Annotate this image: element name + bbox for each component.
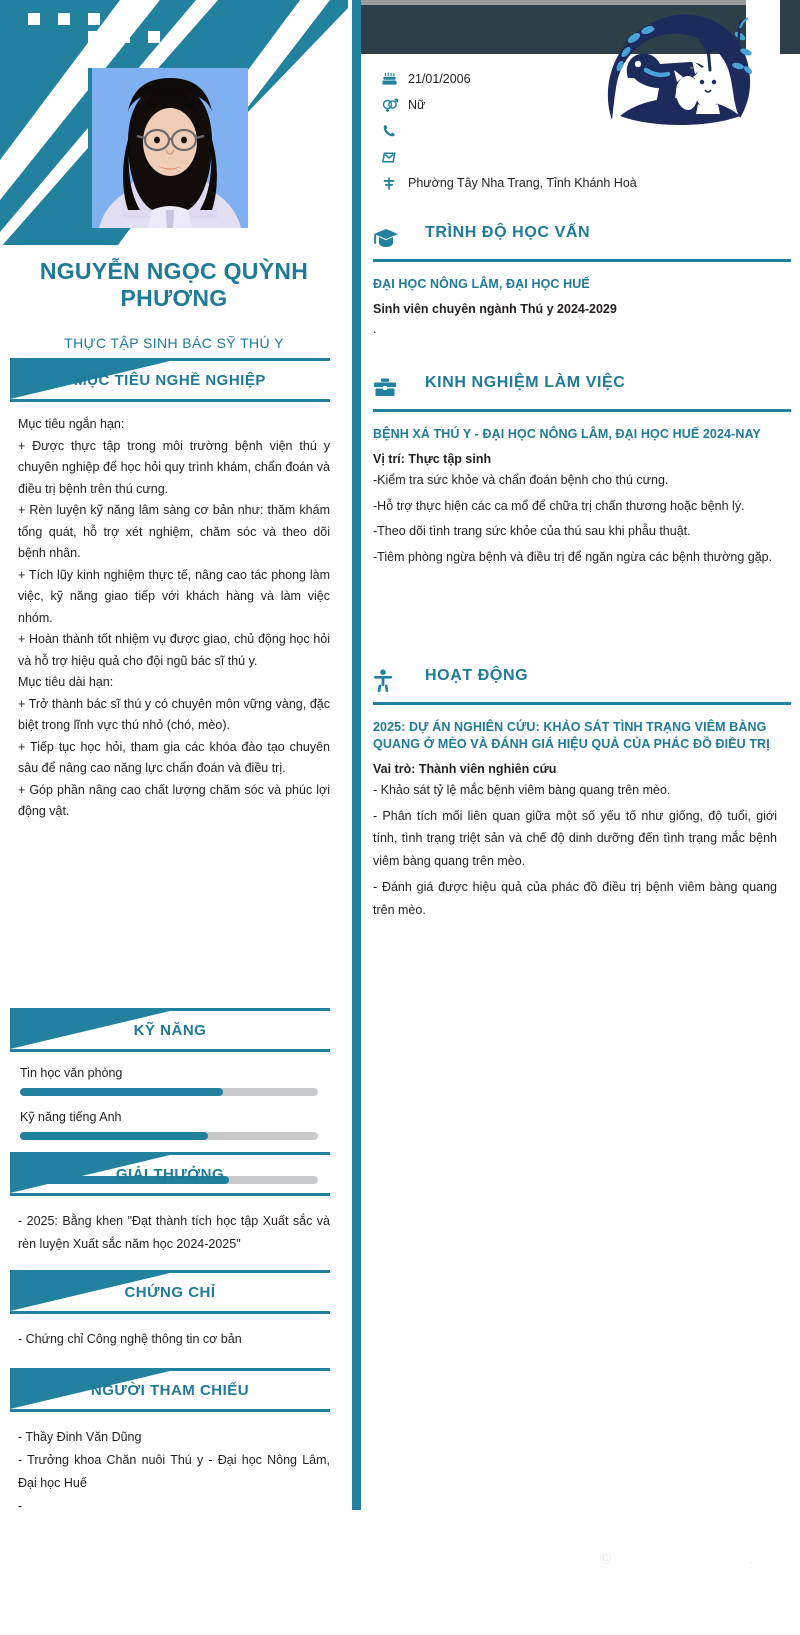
reference-line: - Thầy Đinh Văn Dũng bbox=[18, 1430, 142, 1444]
references-header bbox=[10, 1368, 340, 1412]
objective-line: + Được thực tập trong môi trường bệnh viện thú y chuyên nghiệp để học hỏi quy trình khám, chẩn đoán và điều trị bệnh trên thú cưng. bbox=[18, 438, 330, 496]
contact-value: 21/01/2006 bbox=[408, 72, 471, 86]
skill-label: Kỹ năng tiếng Anh bbox=[20, 1110, 122, 1124]
references-title: NGƯỜI THAM CHIẾU bbox=[90, 1381, 250, 1399]
education-body bbox=[361, 262, 791, 336]
location-icon bbox=[382, 176, 408, 191]
awards-title: GIẢI THƯỞNG bbox=[115, 1165, 225, 1183]
left-column bbox=[0, 0, 348, 1635]
section-awards bbox=[0, 1152, 348, 1256]
certificates-title: CHỨNG CHỈ bbox=[124, 1283, 216, 1301]
activity-line: - Phân tích mối liên quan giữa một số yếu tố như giống, độ tuổi, giới tính, tình trạng triệt sản và chế độ dinh dưỡng đến tình trạng mắc bệnh viêm bàng quang trên mèo. bbox=[373, 808, 777, 868]
contact-row-address bbox=[382, 170, 782, 196]
header-rule bbox=[373, 259, 791, 262]
section-objective bbox=[0, 358, 348, 823]
skill-track bbox=[20, 1132, 318, 1140]
awards-header bbox=[10, 1152, 340, 1196]
certificates-body bbox=[0, 1314, 348, 1351]
objective-title: MỤC TIÊU NGHỀ NGHIỆP bbox=[74, 371, 266, 389]
objective-line: Mục tiêu dài hạn: bbox=[18, 675, 114, 689]
skills-title: KỸ NĂNG bbox=[133, 1021, 207, 1039]
objective-line: Mục tiêu ngắn hạn: bbox=[18, 417, 125, 431]
hero-banner bbox=[0, 0, 348, 245]
experience-line: -Theo dõi tình trang sức khỏe của thú sau khi phẫu thuật. bbox=[373, 524, 691, 539]
experience-line: -Kiểm tra sức khỏe và chẩn đoán bệnh cho thú cưng. bbox=[373, 472, 669, 487]
skill-item bbox=[0, 1066, 348, 1096]
activity-line: - Đánh giá được hiệu quả của phác đồ điều trị bệnh viêm bàng quang trên mèo. bbox=[373, 879, 777, 917]
activity-line: - Khảo sát tỷ lệ mắc bệnh viêm bàng quang trên mèo. bbox=[373, 782, 671, 797]
experience-line: -Tiêm phòng ngừa bệnh và điều trị để ngăn ngừa các bệnh thường gặp. bbox=[373, 550, 773, 565]
skills-header bbox=[10, 1008, 340, 1052]
section-activities bbox=[361, 665, 800, 921]
watermark-dot: . bbox=[750, 1556, 753, 1565]
activities-title: HOẠT ĐỘNG bbox=[425, 667, 529, 684]
header-rule-bottom bbox=[10, 399, 330, 402]
header-rule bbox=[373, 409, 791, 412]
certificate-line: - Chứng chỉ Công nghệ thông tin cơ bản bbox=[18, 1332, 242, 1346]
watermark bbox=[600, 1550, 753, 1566]
graduation-cap-icon bbox=[373, 224, 403, 252]
objective-header bbox=[10, 358, 340, 402]
email-icon bbox=[382, 151, 408, 164]
contact-row-birthdate bbox=[382, 66, 782, 92]
skill-track bbox=[20, 1088, 318, 1096]
objective-line: + Rèn luyện kỹ năng lâm sàng cơ bản như: thăm khám tổng quát, hỗ trợ xét nghiệm, chăm sóc và theo dõi bệnh nhân. bbox=[18, 503, 330, 560]
education-org: ĐẠI HỌC NÔNG LÂM, ĐẠI HỌC HUẾ bbox=[373, 277, 590, 291]
objective-body bbox=[0, 402, 348, 823]
education-title: TRÌNH ĐỘ HỌC VẤN bbox=[425, 224, 591, 241]
header-rule-bottom bbox=[10, 1409, 330, 1412]
section-experience bbox=[361, 372, 800, 569]
education-major: Sinh viên chuyên ngành Thú y 2024-2029 bbox=[373, 301, 617, 316]
experience-role: Vị trí: Thực tập sinh bbox=[373, 451, 492, 466]
objective-line: + Tích lũy kinh nghiệm thực tế, nâng cao tác phong làm việc, kỹ năng giao tiếp với khách hàng và làm việc nhóm. bbox=[18, 567, 330, 625]
contact-row-email bbox=[382, 144, 782, 170]
person-activity-icon bbox=[373, 667, 403, 695]
experience-body bbox=[361, 412, 791, 569]
briefcase-icon bbox=[373, 374, 403, 402]
activities-body bbox=[361, 705, 791, 921]
contact-list bbox=[382, 66, 782, 196]
section-certificates bbox=[0, 1270, 348, 1351]
objective-line: + Tiếp tục học hỏi, tham gia các khóa đào tạo chuyên sâu để nâng cao năng lực chẩn đoán và điều trị. bbox=[18, 739, 330, 775]
skill-fill bbox=[20, 1132, 208, 1140]
contact-row-gender bbox=[382, 92, 782, 118]
activities-header bbox=[373, 665, 791, 705]
header-rule-bottom bbox=[10, 1193, 330, 1196]
phone-icon bbox=[382, 124, 408, 138]
reference-line: - Trưởng khoa Chăn nuôi Thú y - Đại học Nông Lâm, Đại học Huế bbox=[18, 1453, 330, 1491]
award-line: - 2025: Bằng khen "Đạt thành tích học tập Xuất sắc và rèn luyện Xuất sắc năm học 2024-2025" bbox=[18, 1214, 330, 1252]
objective-line: + Trở thành bác sĩ thú y có chuyên môn vững vàng, đặc biệt trong lĩnh vực thú nhỏ (chó, mèo). bbox=[18, 696, 330, 732]
header-rule-bottom bbox=[10, 1311, 330, 1314]
header-rule-bottom bbox=[10, 1049, 330, 1052]
objective-line: + Hoàn thành tốt nhiệm vụ được giao, chủ động học hỏi và hỗ trợ hiệu quả cho đội ngũ bác sĩ thú y. bbox=[18, 632, 330, 668]
section-references bbox=[0, 1368, 348, 1519]
gender-icon bbox=[382, 97, 408, 113]
skill-label: Tin học văn phòng bbox=[20, 1066, 123, 1080]
contact-row-phone bbox=[382, 118, 782, 144]
awards-body bbox=[0, 1196, 348, 1256]
avatar bbox=[92, 68, 248, 228]
skill-item bbox=[0, 1110, 348, 1140]
contact-value: Nữ bbox=[408, 98, 426, 112]
certificates-header bbox=[10, 1270, 340, 1314]
header-rule bbox=[373, 702, 791, 705]
experience-title: KINH NGHIỆM LÀM VIỆC bbox=[425, 374, 626, 391]
education-bullet: . bbox=[373, 321, 377, 336]
activity-role: Vai trò: Thành viên nghiên cứu bbox=[373, 761, 557, 776]
contact-value: Phường Tây Nha Trang, Tỉnh Khánh Hoà bbox=[408, 176, 637, 190]
experience-org: BỆNH XÁ THÚ Y - ĐẠI HỌC NÔNG LÂM, ĐẠI HỌC HUẾ 2024-NAY bbox=[373, 427, 761, 441]
skill-fill bbox=[20, 1088, 223, 1096]
candidate-role: THỰC TẬP SINH BÁC SỸ THÚ Y bbox=[64, 335, 284, 351]
experience-header bbox=[373, 372, 791, 412]
candidate-name: NGUYỄN NGỌC QUỲNH PHƯƠNG bbox=[39, 258, 309, 311]
column-divider bbox=[352, 0, 361, 1510]
birthday-cake-icon bbox=[382, 72, 408, 87]
top-dark-bar-right bbox=[780, 0, 800, 54]
objective-line: + Góp phần nâng cao chất lượng chăm sóc và phúc lợi động vật. bbox=[18, 782, 330, 818]
activity-project: 2025: DỰ ÁN NGHIÊN CỨU: KHẢO SÁT TÌNH TRẠNG VIÊM BÀNG QUANG Ở MÈO VÀ ĐÁNH GIÁ HIỆU QUẢ CỦA PHÁC ĐỒ ĐIỀU TRỊ bbox=[373, 720, 770, 751]
section-education bbox=[361, 222, 800, 336]
experience-line: -Hỗ trợ thực hiện các ca mổ để chữa trị chấn thương hoặc bệnh lý. bbox=[373, 498, 745, 513]
reference-line: - bbox=[18, 1499, 23, 1514]
watermark-mark: Ⓒ bbox=[600, 1553, 611, 1565]
references-body bbox=[0, 1412, 348, 1519]
education-header bbox=[373, 222, 791, 262]
